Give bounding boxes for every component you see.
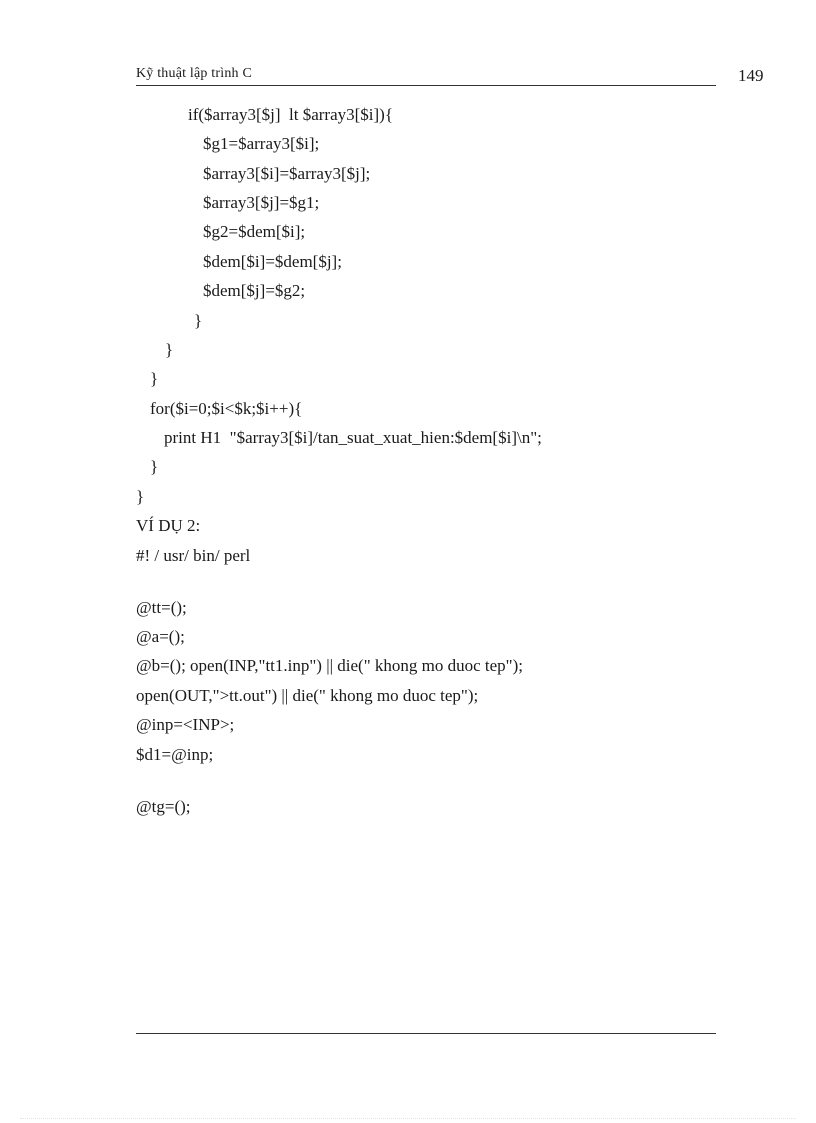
- code-line: $dem[$j]=$g2;: [203, 281, 306, 300]
- code-line: @inp=<INP>;: [136, 715, 235, 734]
- code-line: }: [194, 311, 203, 330]
- header-rule: [136, 85, 716, 86]
- code-line: }: [136, 487, 145, 506]
- code-line: @a=();: [136, 627, 185, 646]
- code-line: }: [165, 340, 174, 359]
- section-heading: VÍ DỤ 2:: [136, 516, 201, 535]
- code-line: $dem[$i]=$dem[$j];: [203, 252, 342, 271]
- header-title: Kỹ thuật lập trình C: [136, 66, 252, 81]
- code-line: }: [150, 369, 159, 388]
- code-line: @tg=();: [136, 797, 191, 816]
- page-edge: [20, 1118, 796, 1119]
- code-line: $d1=@inp;: [136, 745, 214, 764]
- code-line: open(OUT,">tt.out") || die(" khong mo duoc tep");: [136, 686, 479, 705]
- code-line: @tt=();: [136, 598, 187, 617]
- page-number: 149: [738, 66, 764, 85]
- code-line: $array3[$j]=$g1;: [203, 193, 320, 212]
- code-line: print H1 "$array3[$i]/tan_suat_xuat_hien:$dem[$i]\n";: [164, 428, 542, 447]
- code-line: @b=(); open(INP,"tt1.inp") || die(" khong mo duoc tep");: [136, 656, 523, 675]
- code-line: if($array3[$j] lt $array3[$i]){: [188, 105, 393, 124]
- code-line: }: [150, 457, 159, 476]
- code-line: $g2=$dem[$i];: [203, 222, 306, 241]
- footer-rule: [136, 1033, 716, 1034]
- code-line: for($i=0;$i<$k;$i++){: [150, 399, 303, 418]
- code-line: $g1=$array3[$i];: [203, 134, 320, 153]
- code-line: #! / usr/ bin/ perl: [136, 546, 251, 565]
- code-line: $array3[$i]=$array3[$j];: [203, 164, 371, 183]
